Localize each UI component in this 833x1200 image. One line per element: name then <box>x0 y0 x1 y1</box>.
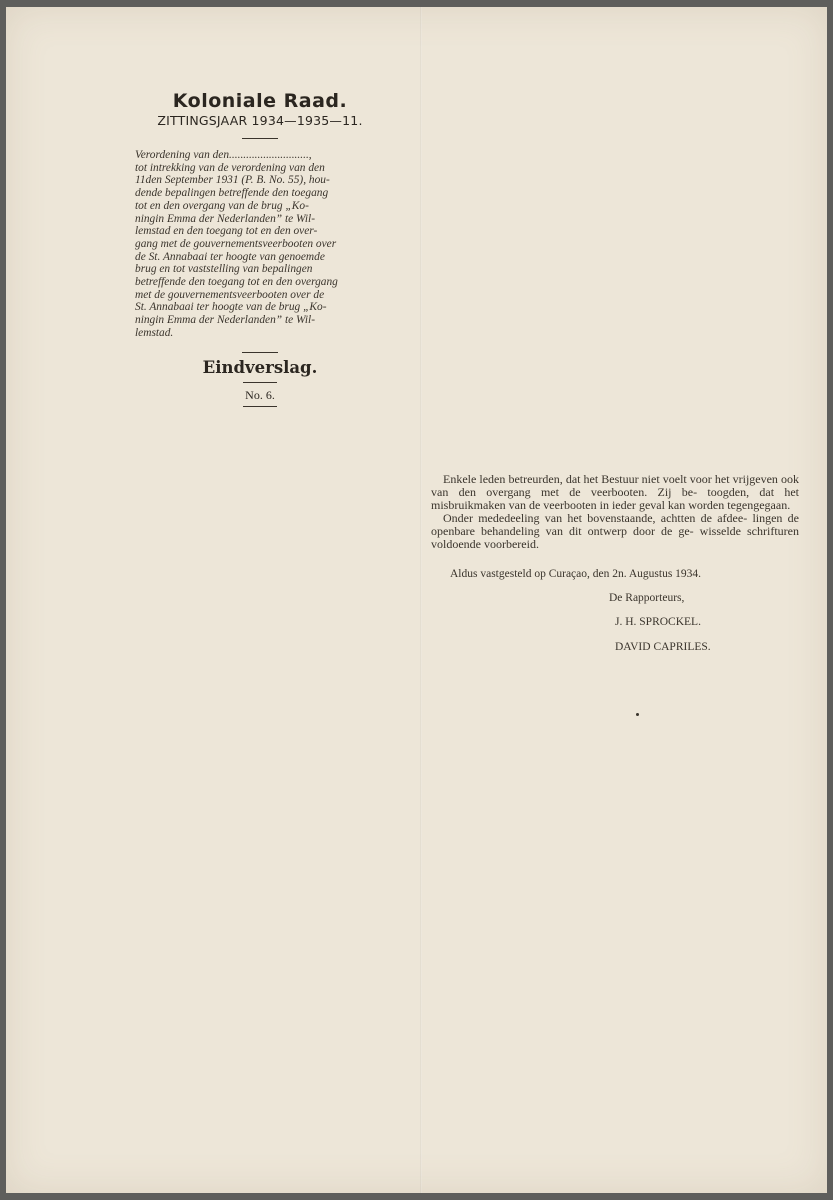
intro-line: brug en tot vaststelling van bepalingen <box>135 263 313 276</box>
header-block <box>129 89 391 407</box>
intro-line: St. Annabaai ter hoogte van de brug „Ko- <box>135 301 327 314</box>
council-title: Koloniale Raad. <box>172 90 348 112</box>
body-line: toogden, dat het misbruikmaken van de veerbooten in ieder <box>431 485 799 512</box>
divider <box>243 406 277 407</box>
intro-line: de St. Annabaai ter hoogte van genoemde <box>135 250 325 263</box>
intro-line: Verordening van den............................, <box>135 149 312 161</box>
report-body <box>431 473 799 551</box>
rapporteur-name: J. H. SPROCKEL. <box>615 616 701 628</box>
intro-line: ningin Emma der Nederlanden” te Wil- <box>135 314 316 327</box>
adoption-statement: Aldus vastgesteld op Curaçao, den 2n. Augustus 1934. <box>450 568 702 580</box>
body-line: Onder mededeeling van het bovenstaande, achtten de afdee- <box>443 511 748 525</box>
intro-line: gang met de gouvernementsveerbooten over <box>135 237 337 250</box>
report-number: No. 6. <box>245 387 275 402</box>
divider <box>243 382 277 383</box>
intro-line: met de gouvernementsveerbooten over de <box>135 288 325 301</box>
intro-line: lemstad en den toegang tot en den over- <box>135 225 318 238</box>
session-year: ZITTINGSJAAR 1934—1935—11. <box>157 113 363 128</box>
intro-line: lemstad. <box>135 326 174 339</box>
body-line: geval kan worden tegengegaan. <box>638 498 791 512</box>
paragraph-1 <box>431 473 799 512</box>
ink-speck <box>636 713 639 716</box>
page-fold <box>420 7 422 1193</box>
rapporteurs-label: De Rapporteurs, <box>609 592 685 604</box>
body-line: vrijgeven ook van den overgang met de veerbooten. Zij be- <box>431 472 799 499</box>
intro-line: tot en den overgang van de brug „Ko- <box>135 199 309 212</box>
ordinance-description <box>135 149 391 340</box>
intro-line: ningin Emma der Nederlanden” te Wil- <box>135 212 316 225</box>
intro-line: 11den September 1931 (P. B. No. 55), hou- <box>135 174 330 187</box>
body-line: wisselde schrifturen voldoende voorbereid. <box>431 524 799 551</box>
intro-line: dende bepalingen betreffende den toegang <box>135 187 329 200</box>
rapporteur-name: DAVID CAPRILES. <box>615 641 711 653</box>
intro-line: betreffende den toegang tot en den overgang <box>135 276 338 289</box>
report-title: Eindverslag. <box>202 357 318 377</box>
body-line: lingen de openbare behandeling van dit ontwerp door de ge- <box>431 511 799 538</box>
intro-line: tot intrekking van de verordening van den <box>135 161 325 174</box>
document-page <box>6 7 827 1193</box>
divider <box>242 352 278 353</box>
divider <box>242 138 278 139</box>
body-line: Enkele leden betreurden, dat het Bestuur niet voelt voor het <box>443 472 730 486</box>
paragraph-2 <box>431 512 799 551</box>
